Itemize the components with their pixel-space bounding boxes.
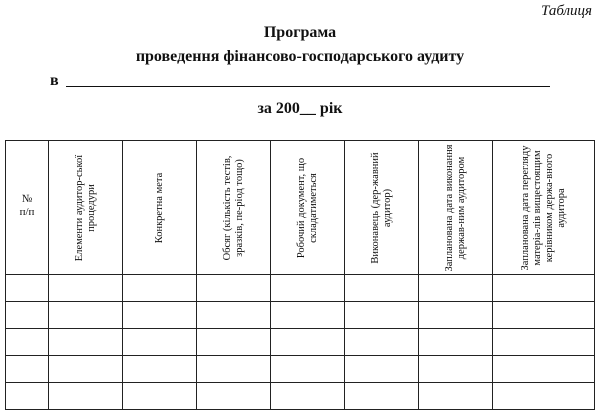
header-label-review-date: Запланована дата перегляду матеріа-лів вищестоящим керівником держа-вного аудитора <box>519 145 567 270</box>
table-header-row <box>6 141 595 275</box>
table-cell <box>123 329 197 356</box>
table-cell <box>345 383 419 410</box>
table-cell <box>493 383 595 410</box>
header-label-planned-date: Запланована дата виконання держав-ним аудитором <box>443 143 467 272</box>
table-cell <box>6 275 49 302</box>
table-cell <box>6 329 49 356</box>
table-body <box>6 275 595 410</box>
table-cell <box>197 329 271 356</box>
table-label: Таблиця <box>541 3 592 19</box>
table-cell <box>345 302 419 329</box>
table-cell <box>197 302 271 329</box>
table-cell <box>419 383 493 410</box>
table-cell <box>271 329 345 356</box>
table-cell <box>271 275 345 302</box>
header-label-executor: Виконавець (дер-жавний аудитор) <box>369 151 393 264</box>
header-cell-review-date <box>493 141 595 275</box>
header-cell-goal <box>123 141 197 275</box>
table-cell <box>123 383 197 410</box>
table-cell <box>123 302 197 329</box>
table-cell <box>419 329 493 356</box>
table-cell <box>345 275 419 302</box>
table-cell <box>493 356 595 383</box>
table-cell <box>419 302 493 329</box>
organization-line <box>50 70 550 90</box>
table-cell <box>49 275 123 302</box>
table-cell <box>197 356 271 383</box>
table-cell <box>49 356 123 383</box>
table-cell <box>345 329 419 356</box>
header-label-scope: Обсяг (кількість тестів, зразків, пе-ріод тощо) <box>221 155 245 260</box>
header-cell-number <box>6 141 49 275</box>
header-cell-scope <box>197 141 271 275</box>
header-cell-working-doc <box>271 141 345 275</box>
table-cell <box>419 356 493 383</box>
table-cell <box>493 329 595 356</box>
table-cell <box>345 356 419 383</box>
organization-prefix: в <box>50 72 59 89</box>
table-cell <box>197 383 271 410</box>
table-cell <box>493 275 595 302</box>
header-label-goal: Конкретна мета <box>153 172 165 243</box>
header-label-elements: Елементи аудитор-ської процедури <box>73 154 97 261</box>
table-row <box>6 356 595 383</box>
table-cell <box>123 356 197 383</box>
table-cell <box>123 275 197 302</box>
page-subtitle: проведення фінансово-господарського аудиту <box>135 48 465 65</box>
organization-blank-line <box>66 86 550 87</box>
table-row <box>6 329 595 356</box>
table-row <box>6 302 595 329</box>
header-cell-elements <box>49 141 123 275</box>
header-cell-planned-date <box>419 141 493 275</box>
table-cell <box>6 356 49 383</box>
header-label-working-doc: Робочий документ, що складатиметься <box>295 157 319 258</box>
table-cell <box>271 302 345 329</box>
table-cell <box>271 356 345 383</box>
audit-program-table <box>5 140 595 410</box>
table-cell <box>419 275 493 302</box>
page-title: Програма <box>263 24 337 41</box>
header-cell-executor <box>345 141 419 275</box>
table-row <box>6 275 595 302</box>
header-number-symbol: № <box>21 193 33 205</box>
table-cell <box>493 302 595 329</box>
table-row <box>6 383 595 410</box>
table-cell <box>49 302 123 329</box>
table-cell <box>49 329 123 356</box>
header-number-label <box>6 193 48 219</box>
header-number-abbrev: п/п <box>19 206 35 218</box>
table-cell <box>6 302 49 329</box>
table-cell <box>197 275 271 302</box>
table-cell <box>49 383 123 410</box>
year-line: за 200__ рік <box>257 100 343 117</box>
table-cell <box>6 383 49 410</box>
table-cell <box>271 383 345 410</box>
